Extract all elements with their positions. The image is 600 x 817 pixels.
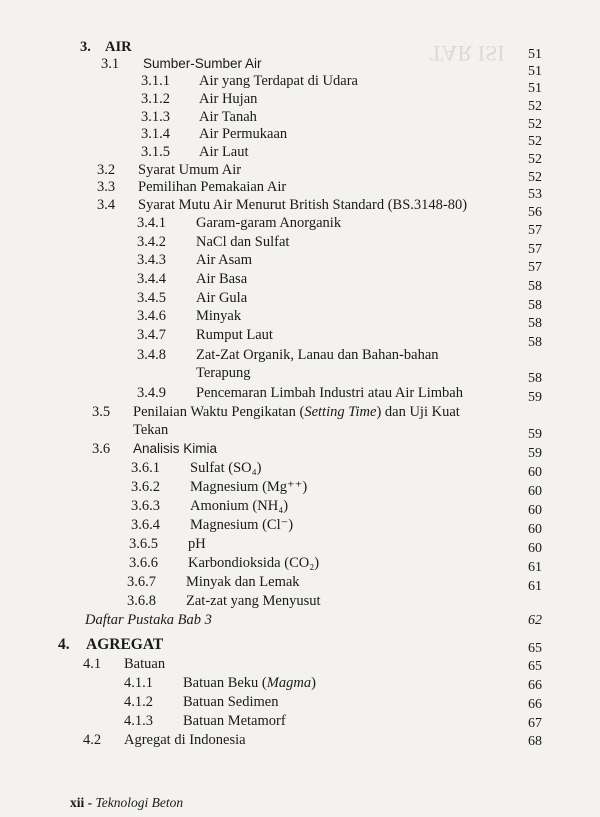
entry-number: 4. (58, 636, 70, 653)
entry-number: 3.4.9 (137, 385, 166, 401)
entry-page: 52 (528, 117, 542, 132)
entry-page: 68 (528, 734, 542, 749)
entry-title: Penilaian Waktu Pengikatan (Setting Time) dan Uji Kuat (133, 404, 460, 420)
footer-separator: - (84, 795, 96, 810)
entry-number: 3.6.7 (127, 574, 156, 590)
entry-title (183, 674, 316, 692)
entry-page: 65 (528, 641, 542, 656)
entry-number: 3. (80, 39, 91, 55)
entry-number: 3.4.7 (137, 327, 166, 343)
entry-title: Air Asam (196, 252, 252, 268)
entry-title: Zat-zat yang Menyusut (186, 593, 321, 609)
entry-title: Air yang Terdapat di Udara (199, 73, 358, 89)
entry-number: 3.6.1 (131, 460, 160, 476)
book-title: Teknologi Beton (95, 795, 184, 810)
entry-title: Garam-garam Anorganik (196, 215, 342, 231)
entry-page: 58 (528, 335, 542, 350)
entry-title: Rumput Laut (196, 327, 273, 343)
entry-page: 60 (528, 541, 542, 556)
entry-title: Analisis Kimia (133, 441, 218, 456)
entry-number: 4.1.3 (124, 713, 153, 729)
entry-page: 58 (528, 316, 542, 331)
entry-page: 57 (528, 223, 542, 238)
entry-page: 58 (528, 371, 542, 386)
entry-title: NaCl dan Sulfat (196, 234, 290, 250)
entry-title: Air Basa (196, 271, 248, 287)
entry-number: 3.5 (92, 404, 111, 420)
entry-title: Batuan Metamorf (183, 713, 286, 729)
entry-number: 3.6.5 (129, 536, 158, 552)
entry-page: 51 (528, 64, 542, 79)
entry-page: 56 (528, 205, 542, 220)
entry-title: Air Permukaan (199, 126, 288, 142)
entry-number: 4.1.2 (124, 694, 153, 710)
entry-title-continued: Terapung (196, 365, 251, 381)
entry-number: 3.4.8 (137, 347, 166, 363)
entry-number: 3.4.2 (137, 234, 166, 250)
entry-page: 52 (528, 152, 542, 167)
entry-title: Air Gula (196, 290, 248, 306)
entry-page: 53 (528, 187, 542, 202)
entry-title: Sumber-Sumber Air (143, 56, 262, 71)
page-number: xii (70, 795, 85, 810)
entry-title: Zat-Zat Organik, Lanau dan Bahan-bahan (196, 347, 439, 363)
entry-title: Pemilihan Pemakaian Air (138, 179, 287, 195)
entry-page: 66 (528, 678, 542, 693)
entry-page: 59 (528, 390, 542, 405)
entry-title-continued: Tekan (133, 422, 169, 438)
entry-title: Daftar Pustaka Bab 3 (85, 612, 212, 628)
entry-number: 3.4.4 (137, 271, 166, 287)
entry-page: 52 (528, 134, 542, 149)
entry-page: 60 (528, 503, 542, 518)
entry-title: Sulfat (SO₄) (190, 460, 262, 476)
entry-title: Agregat di Indonesia (124, 732, 246, 748)
entry-number: 3.2 (97, 162, 116, 178)
entry-page: 59 (528, 427, 542, 442)
entry-number: 3.3 (97, 179, 116, 195)
entry-title: Minyak dan Lemak (186, 574, 300, 590)
entry-number: 3.6.6 (129, 555, 158, 571)
entry-number: 3.4.3 (137, 252, 166, 268)
entry-number: 3.6.2 (131, 479, 160, 495)
entry-page: 57 (528, 260, 542, 275)
entry-title: Amonium (NH₄) (190, 498, 289, 514)
entry-number: 3.1.3 (141, 109, 170, 125)
entry-number: 3.4.5 (137, 290, 166, 306)
entry-number: 3.6 (92, 441, 111, 457)
entry-title: AGREGAT (86, 636, 164, 653)
entry-number: 3.6.4 (131, 517, 160, 533)
entry-title: Air Tanah (199, 109, 257, 125)
entry-number: 3.4 (97, 197, 116, 213)
entry-page: 52 (528, 170, 542, 185)
entry-page: 61 (528, 560, 542, 575)
entry-title: Pencemaran Limbah Industri atau Air Limbah (196, 385, 463, 401)
entry-number: 3.6.3 (131, 498, 160, 514)
entry-title: Syarat Umum Air (138, 162, 242, 178)
entry-title: Magnesium (Cl⁻) (190, 517, 294, 533)
entry-page: 52 (528, 99, 542, 114)
entry-title: Magnesium (Mg⁺⁺) (190, 479, 308, 495)
entry-title: Batuan (124, 656, 166, 672)
entry-number: 4.1 (83, 656, 102, 672)
bleed-through: TAR ISI (430, 41, 505, 66)
entry-title-text: Batuan Beku (Magma) (183, 675, 316, 691)
entry-number: 4.2 (83, 732, 102, 748)
entry-page: 67 (528, 716, 542, 731)
entry-page: 60 (528, 465, 542, 480)
entry-title: pH (188, 536, 206, 552)
entry-page: 58 (528, 279, 542, 294)
entry-page: 60 (528, 484, 542, 499)
entry-number: 4.1.1 (124, 675, 153, 691)
entry-page: 57 (528, 242, 542, 257)
entry-number: 3.1 (101, 56, 120, 72)
entry-title: Minyak (196, 308, 242, 324)
entry-page: 60 (528, 522, 542, 537)
entry-number: 3.6.8 (127, 593, 156, 609)
entry-page: 51 (528, 81, 542, 96)
entry-page: 61 (528, 579, 542, 594)
page-footer (70, 795, 183, 811)
entry-number: 3.1.4 (141, 126, 170, 142)
entry-number: 3.1.2 (141, 91, 170, 107)
entry-page: 58 (528, 298, 542, 313)
entry-title: Air Hujan (199, 91, 258, 107)
entry-page: 51 (528, 47, 542, 62)
entry-number: 3.4.6 (137, 308, 166, 324)
entry-title: AIR (105, 39, 132, 55)
entry-title: Air Laut (199, 144, 249, 160)
entry-page: 59 (528, 446, 542, 461)
entry-page: 62 (528, 613, 542, 628)
entry-number: 3.1.5 (141, 144, 170, 160)
entry-title: Karbondioksida (CO₂) (188, 555, 320, 571)
entry-page: 65 (528, 659, 542, 674)
entry-title: Batuan Sedimen (183, 694, 279, 710)
entry-number: 3.1.1 (141, 73, 170, 89)
entry-page: 66 (528, 697, 542, 712)
entry-number: 3.4.1 (137, 215, 166, 231)
entry-title: Syarat Mutu Air Menurut British Standard (BS.3148-80) (138, 197, 468, 213)
